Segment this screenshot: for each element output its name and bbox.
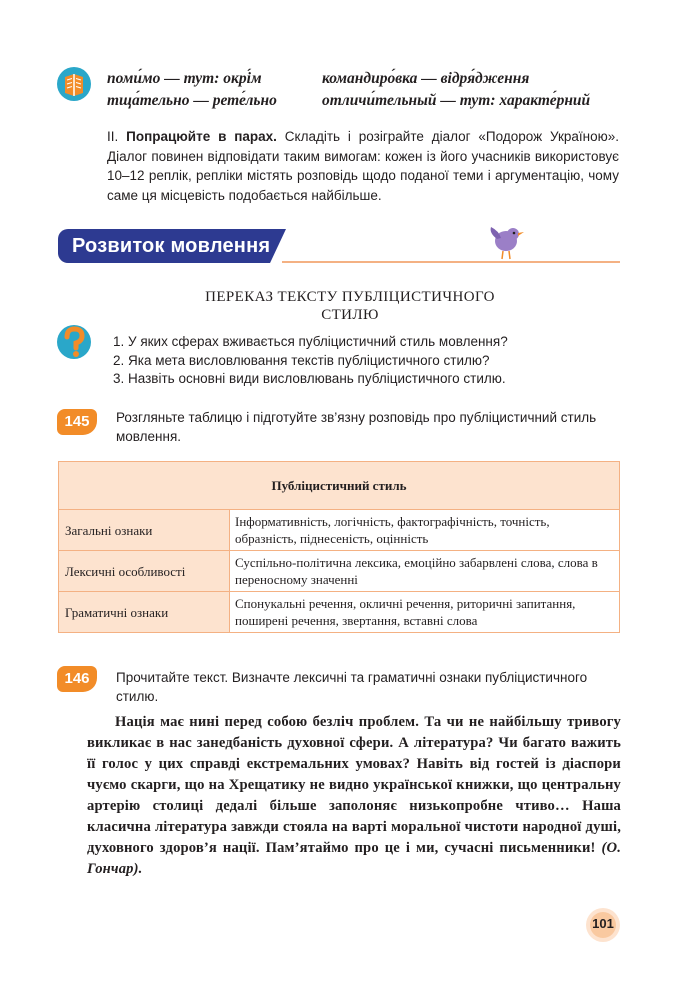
vocab-pair: командиро́вка — відря́дження	[322, 70, 530, 87]
bird-icon	[487, 221, 527, 263]
exercise-145-text: Розгляньте таблицю і підготуйте зв’язну розповідь про публіцистичний стиль мовлення.	[116, 410, 597, 444]
heading-line: ПЕРЕКАЗ ТЕКСТУ ПУБЛІЦИСТИЧНОГО	[205, 289, 495, 305]
question-item: 2. Яка мета висловлювання текстів публіцистичного стилю?	[113, 352, 490, 368]
passage-author: (О. Гончар).	[87, 840, 621, 877]
table-header: Публіцистичний стиль	[59, 462, 620, 510]
question-list	[113, 333, 623, 389]
table-row	[59, 592, 620, 633]
vocab-pair: поми́мо — тут: окрі́м	[107, 70, 262, 87]
table-row-label: Загальні ознаки	[59, 510, 230, 551]
table-row-value: Суспільно-політична лексика, емоційно забарвлені слова, слова в переносному значенні	[230, 551, 620, 592]
exercise-146-text: Прочитайте текст. Визначте лексичні та граматичні ознаки публіцистичного стилю.	[116, 670, 588, 704]
section-divider	[282, 261, 620, 263]
task-marker: II.	[107, 129, 119, 144]
question-mark-icon	[56, 322, 92, 362]
table-row-label: Граматичні ознаки	[59, 592, 230, 633]
table-row	[59, 551, 620, 592]
exercise-number-badge: 145	[57, 409, 97, 435]
exercise-number-badge: 146	[57, 666, 97, 692]
book-icon	[56, 66, 92, 102]
question-item: 3. Назвіть основні види висловлювань публіцистичного стилю.	[113, 371, 506, 386]
heading-line: СТИЛЮ	[321, 307, 379, 323]
task-bold-lead: Попрацюйте в парах.	[126, 129, 277, 144]
vocab-pair: тща́тельно — рете́льно	[107, 92, 277, 109]
table-row-value: Інформативність, логічність, фактографічність, точність, образність, піднесеність, оцінність	[230, 510, 620, 551]
section-title: Розвиток мовлення	[72, 235, 271, 257]
page-number: 101	[592, 916, 614, 931]
reading-passage	[87, 712, 621, 880]
table-row-value: Спонукальні речення, окличні речення, риторичні запитання, поширені речення, звертання, вставні слова	[230, 592, 620, 633]
style-table	[58, 461, 620, 633]
question-item: 1. У яких сферах вживається публіцистичний стиль мовлення?	[113, 334, 508, 349]
page-heading	[120, 288, 580, 324]
table-row	[59, 510, 620, 551]
task-text: Складіть і розіграйте діалог «Подорож Україною». Діалог повинен відповідати таким вимогам: кожен із його учасників використовує 10–12 реплік, репліки містять розповідь щодо поданої теми і аргументацію, чому саме ця місцевість подобається найбільше.	[107, 129, 619, 203]
table-row-label: Лексичні особливості	[59, 551, 230, 592]
vocab-pair: отличи́тельный — тут: характе́рний	[322, 92, 591, 109]
passage-body: Нація має нині перед собою безліч проблем. Та чи не найбільшу тривогу викликає в нас занедбаність духовної сфери. А література? Чи багато важить її голос у цих справді екстремальних умовах? Навіть від гостей із діаспори чуємо скарги, що на Хрещатику не видно української книжки, що центральну артерію столиці дедалі більше заполоняє низькопробне чтиво… Наша класична література завжди стояла на варті моральної чистоти народної душі, духовного здоров’я нації. Пам’ятаймо про це і ми, сучасні письменники!	[87, 714, 621, 856]
task-pair-work	[107, 127, 619, 205]
